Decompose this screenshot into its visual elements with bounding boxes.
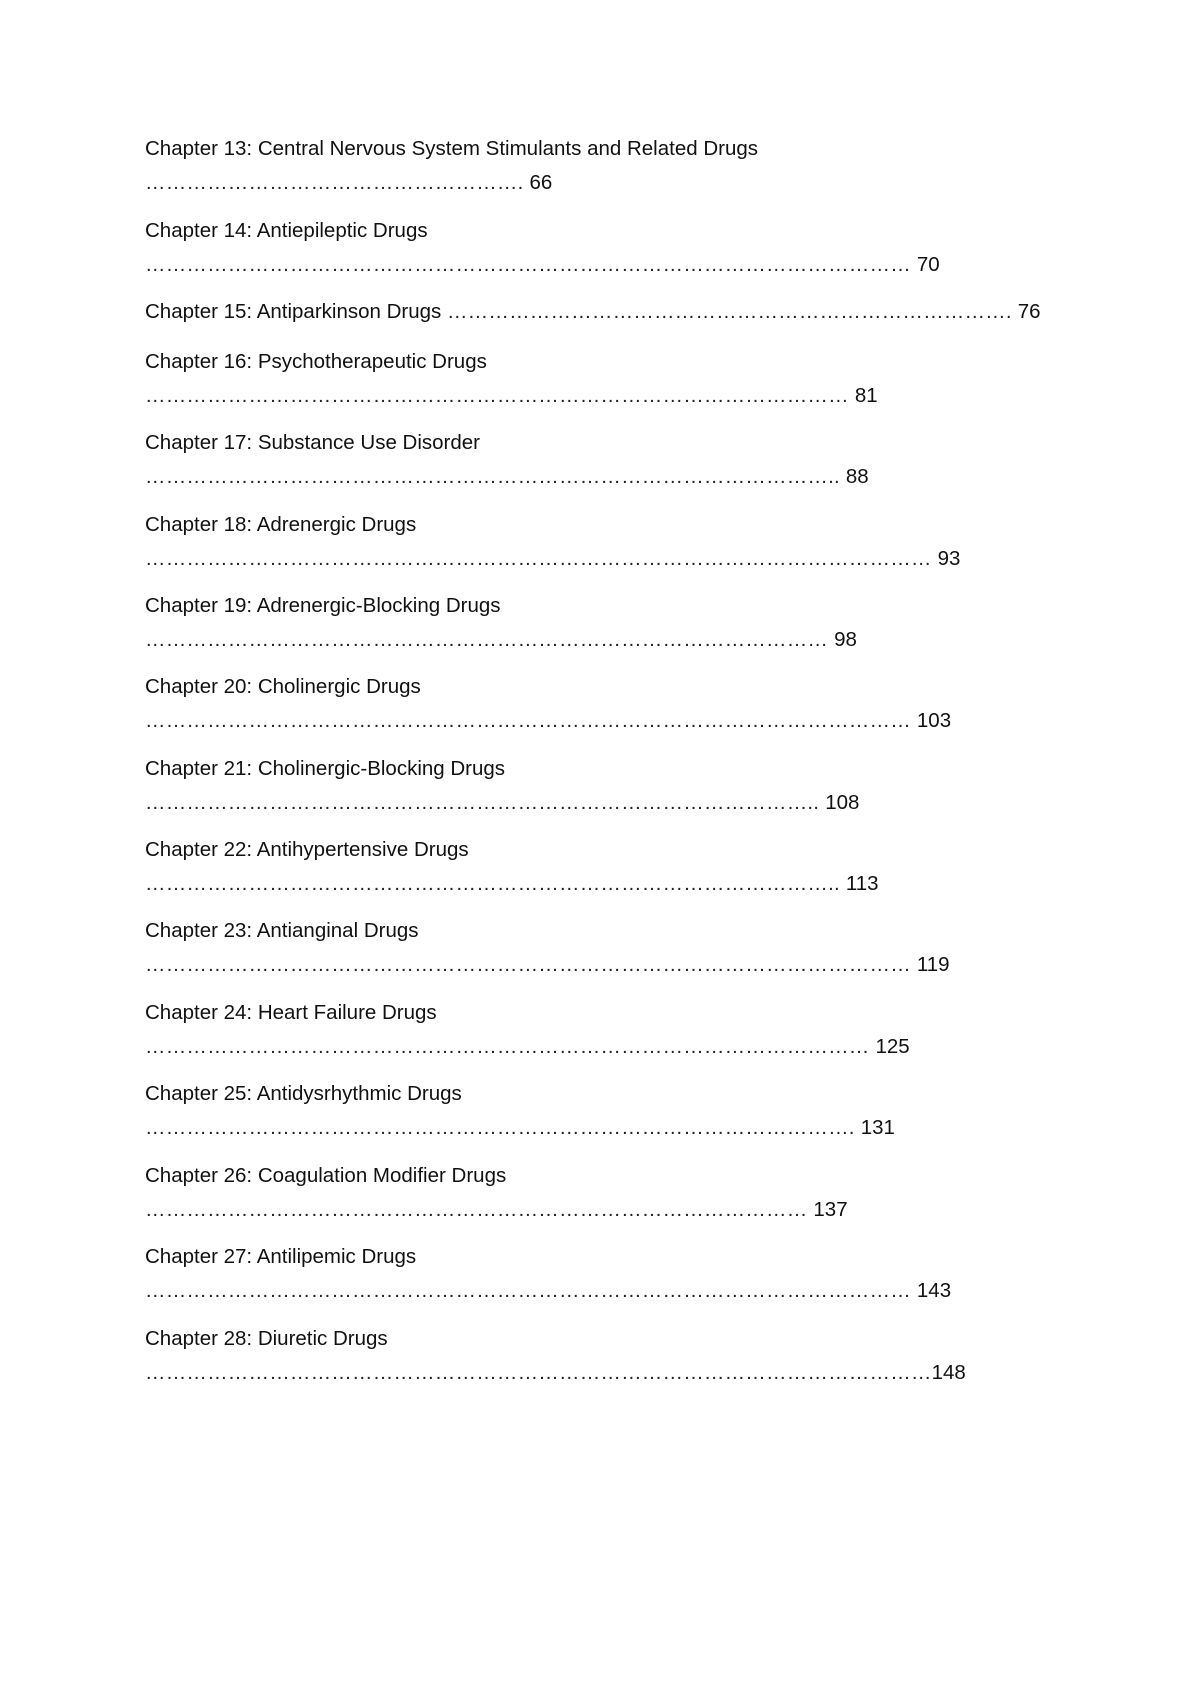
toc-entry-title: Chapter 14: Antiepileptic Drugs: [145, 219, 428, 242]
toc-entry-title: Chapter 20: Cholinergic Drugs: [145, 675, 421, 698]
toc-page-number: 148: [931, 1361, 966, 1384]
toc-page-number: 143: [916, 1279, 952, 1302]
toc-entry-chapter-13[interactable]: [145, 137, 758, 195]
dot-leader: …………………………………………………………………………………………………: [145, 709, 911, 732]
toc-entry-leader: [145, 1035, 910, 1059]
toc-entry-leader: [447, 300, 1041, 323]
dot-leader: …………………………………………………………………………………………………: [145, 1279, 911, 1302]
toc-entry-title: Chapter 28: Diuretic Drugs: [145, 1327, 388, 1350]
toc-page-number: 125: [875, 1035, 910, 1058]
dot-leader: …………………………………………………………………………………………………: [145, 953, 911, 976]
dot-leader: ……………………………………………………………………………………..: [145, 791, 820, 814]
toc-page-number: 81: [854, 384, 878, 407]
toc-entry-leader: [145, 253, 940, 277]
dot-leader: ………………………………………………………………………………………….: [145, 1116, 855, 1139]
toc-entry-chapter-14[interactable]: [145, 219, 940, 277]
dot-leader: ……………………………………………….: [145, 171, 524, 194]
toc-entry-leader: [145, 384, 878, 408]
toc-entry-title: Chapter 15: Antiparkinson Drugs: [145, 300, 442, 323]
dot-leader: ……………………………………………………………………………………: [145, 1198, 808, 1221]
toc-entry-leader: [145, 628, 857, 652]
toc-entry-title: Chapter 27: Antilipemic Drugs: [145, 1245, 417, 1268]
toc-entry-chapter-21[interactable]: [145, 757, 859, 815]
toc-entry-leader: [145, 953, 950, 977]
toc-entry-chapter-25[interactable]: [145, 1082, 895, 1140]
toc-entry-title: Chapter 13: Central Nervous System Stimulants and Related Drugs: [145, 137, 759, 160]
toc-entry-chapter-26[interactable]: [145, 1164, 848, 1222]
dot-leader: ………………………………………………………………………………………..: [145, 872, 840, 895]
toc-page-number: 108: [825, 791, 860, 814]
toc-page-number: 88: [845, 465, 869, 488]
dot-leader: ……………………………………………………………………………………………: [145, 1035, 870, 1058]
toc-entry-title: Chapter 21: Cholinergic-Blocking Drugs: [145, 757, 506, 780]
toc-entry-chapter-27[interactable]: [145, 1245, 951, 1303]
toc-page-number: 98: [834, 628, 857, 651]
toc-entry-chapter-17[interactable]: [145, 431, 869, 489]
dot-leader: ……………………………………………………………………………………………………: [145, 547, 932, 570]
toc-page-number: 119: [916, 953, 950, 976]
toc-entry-leader: [145, 709, 951, 733]
dot-leader: …………………………………………………………………………………………………: [145, 253, 911, 276]
dot-leader: ……………………………………………………………………….: [446, 300, 1012, 323]
toc-page-number: 66: [529, 171, 553, 194]
dot-leader: ………………………………………………………………………………………: [145, 628, 829, 651]
toc-entry-leader: [145, 465, 869, 489]
toc-entry-leader: [145, 872, 879, 896]
toc-entry-chapter-18[interactable]: [145, 513, 960, 571]
toc-page-number: 76: [1017, 300, 1041, 323]
toc-entry-chapter-20[interactable]: [145, 675, 951, 733]
toc-entry-leader: [145, 171, 758, 195]
toc-entry-title: Chapter 19: Adrenergic-Blocking Drugs: [145, 594, 501, 617]
dot-leader: ……………………………………………………………………………………………………: [145, 1361, 932, 1384]
toc-entry-title: Chapter 24: Heart Failure Drugs: [145, 1001, 437, 1024]
toc-entry-chapter-19[interactable]: [145, 594, 857, 652]
toc-entry-leader: [145, 1361, 966, 1385]
toc-entry-title: Chapter 25: Antidysrhythmic Drugs: [145, 1082, 462, 1105]
toc-entry-leader: [145, 791, 859, 815]
toc-page-number: 93: [937, 547, 961, 570]
toc-entry-leader: [145, 1198, 848, 1222]
toc-entry-leader: [145, 1116, 895, 1140]
toc-page-number: 103: [916, 709, 952, 732]
toc-entry-leader: [145, 547, 960, 571]
toc-page-number: 113: [845, 872, 879, 895]
toc-entry-title: Chapter 23: Antianginal Drugs: [145, 919, 419, 942]
toc-entry-chapter-23[interactable]: [145, 919, 950, 977]
dot-leader: ………………………………………………………………………………………..: [145, 465, 840, 488]
toc-entry-title: Chapter 17: Substance Use Disorder: [145, 431, 481, 454]
toc-page-number: 70: [916, 253, 940, 276]
toc-entry-title: Chapter 22: Antihypertensive Drugs: [145, 838, 469, 861]
toc-entry-chapter-28[interactable]: [145, 1327, 966, 1385]
toc-entry-chapter-22[interactable]: [145, 838, 879, 896]
toc-entry-leader: [145, 1279, 951, 1303]
toc-entry-title: Chapter 26: Coagulation Modifier Drugs: [145, 1164, 507, 1187]
toc-entry-chapter-16[interactable]: [145, 350, 878, 408]
toc-page-number: 137: [813, 1198, 848, 1221]
toc-entry-chapter-15[interactable]: [145, 300, 1041, 324]
dot-leader: …………………………………………………………………………………………: [145, 384, 849, 407]
toc-entry-chapter-24[interactable]: [145, 1001, 910, 1059]
toc-page-number: 131: [860, 1116, 895, 1139]
toc-entry-title: Chapter 16: Psychotherapeutic Drugs: [145, 350, 487, 373]
toc-entry-title: Chapter 18: Adrenergic Drugs: [145, 513, 417, 536]
